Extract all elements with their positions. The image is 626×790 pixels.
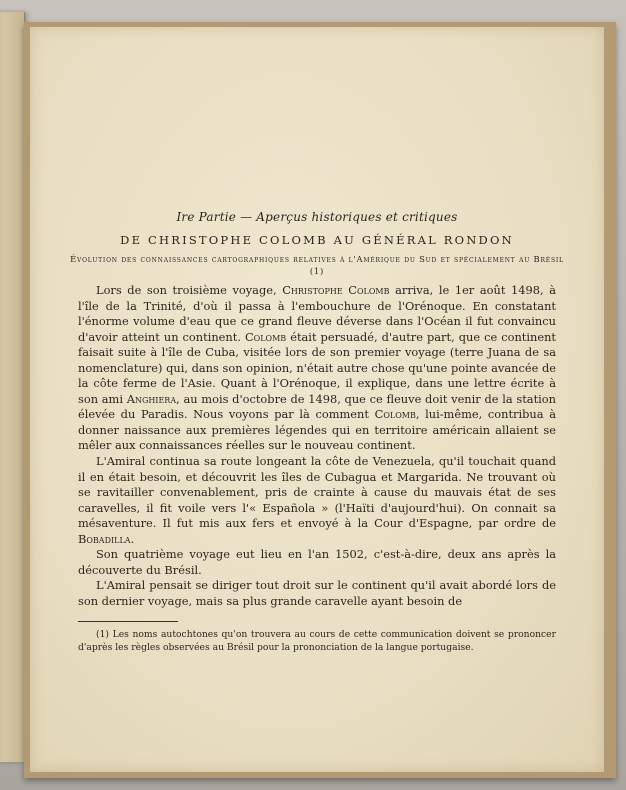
paragraph: L'Amiral pensait se diriger tout droit sur le continent qu'il avait abordé lors de son dernier voyage, mais sa plus grande caravelle ayant besoin de xyxy=(78,578,556,608)
name-small-caps: Christophe Colomb xyxy=(282,283,390,297)
part-title: Ire Partie — Aperçus historiques et critiques xyxy=(176,210,458,224)
facing-page-edge xyxy=(0,12,25,762)
paragraph: Son quatrième voyage eut lieu en l'an 1502, c'est-à-dire, deux ans après la découverte du Brésil. xyxy=(78,547,556,577)
footnote: (1) Les noms autochtones qu'on trouvera au cours de cette communication doivent se prononcer d'après les règles observées au Brésil pour la prononciation de la langue portugaise. xyxy=(78,629,556,653)
body-text xyxy=(78,283,556,609)
chapter-subtitle: Évolution des connaissances cartographiques relatives à l'Amérique du Sud et spécialement au Brésil (1) xyxy=(70,254,564,276)
paragraph: Lors de son troisième voyage, Christophe Colomb arriva, le 1er août 1498, à l'île de la Trinité, d'où il passa à l'embouchure de l'Orénoque. En constatant l'énorme volume d'eau que ce grand fleuve déverse dans l'Océan il fut convaincu d'avoir atteint un continent. Colomb était persuadé, d'autre part, que ce continent faisait suite à l'île de Cuba, visitée lors de son premier voyage (terre Juana de sa nomenclature) qui, dans son opinion, n'était autre chose qu'une pointe avancée de la côte ferme de l'Asie. Quant à l'Orénoque, il explique, dans une lettre écrite à son ami Anghiera, au mois d'octobre de 1498, que ce fleuve doit venir de la station élevée du Paradis. Nous voyons par là comment Colomb, lui-même, contribua à donner naissance aux premières légendes qui en territoire américain allaient se mêler aux connaissances réelles sur le nouveau continent. xyxy=(78,283,557,453)
name-small-caps: Bobadilla xyxy=(78,531,131,546)
paragraph: L'Amiral continua sa route longeant la côte de Venezuela, qu'il touchait quand il en était besoin, et découvrit les îles de Cubagua et Margarida. Ne trouvant où se ravitailler convenablement, pris de crainte à cause du mauvais état de ses caravelles, il fit voile vers l'« Española » (l'Haïti d'aujourd'hui). On connait sa mésaventure. Il fut mis aux fers et envoyé à la Cour d'Espagne, par ordre de Bobadilla. xyxy=(78,454,556,546)
name-small-caps: Anghiera xyxy=(126,391,177,406)
chapter-title: DE CHRISTOPHE COLOMB AU GÉNÉRAL RONDON xyxy=(120,233,514,247)
name-small-caps: Colomb xyxy=(244,329,287,344)
name-small-caps: Colomb xyxy=(374,407,416,422)
book-page xyxy=(30,27,604,772)
footnote-divider xyxy=(78,621,178,622)
